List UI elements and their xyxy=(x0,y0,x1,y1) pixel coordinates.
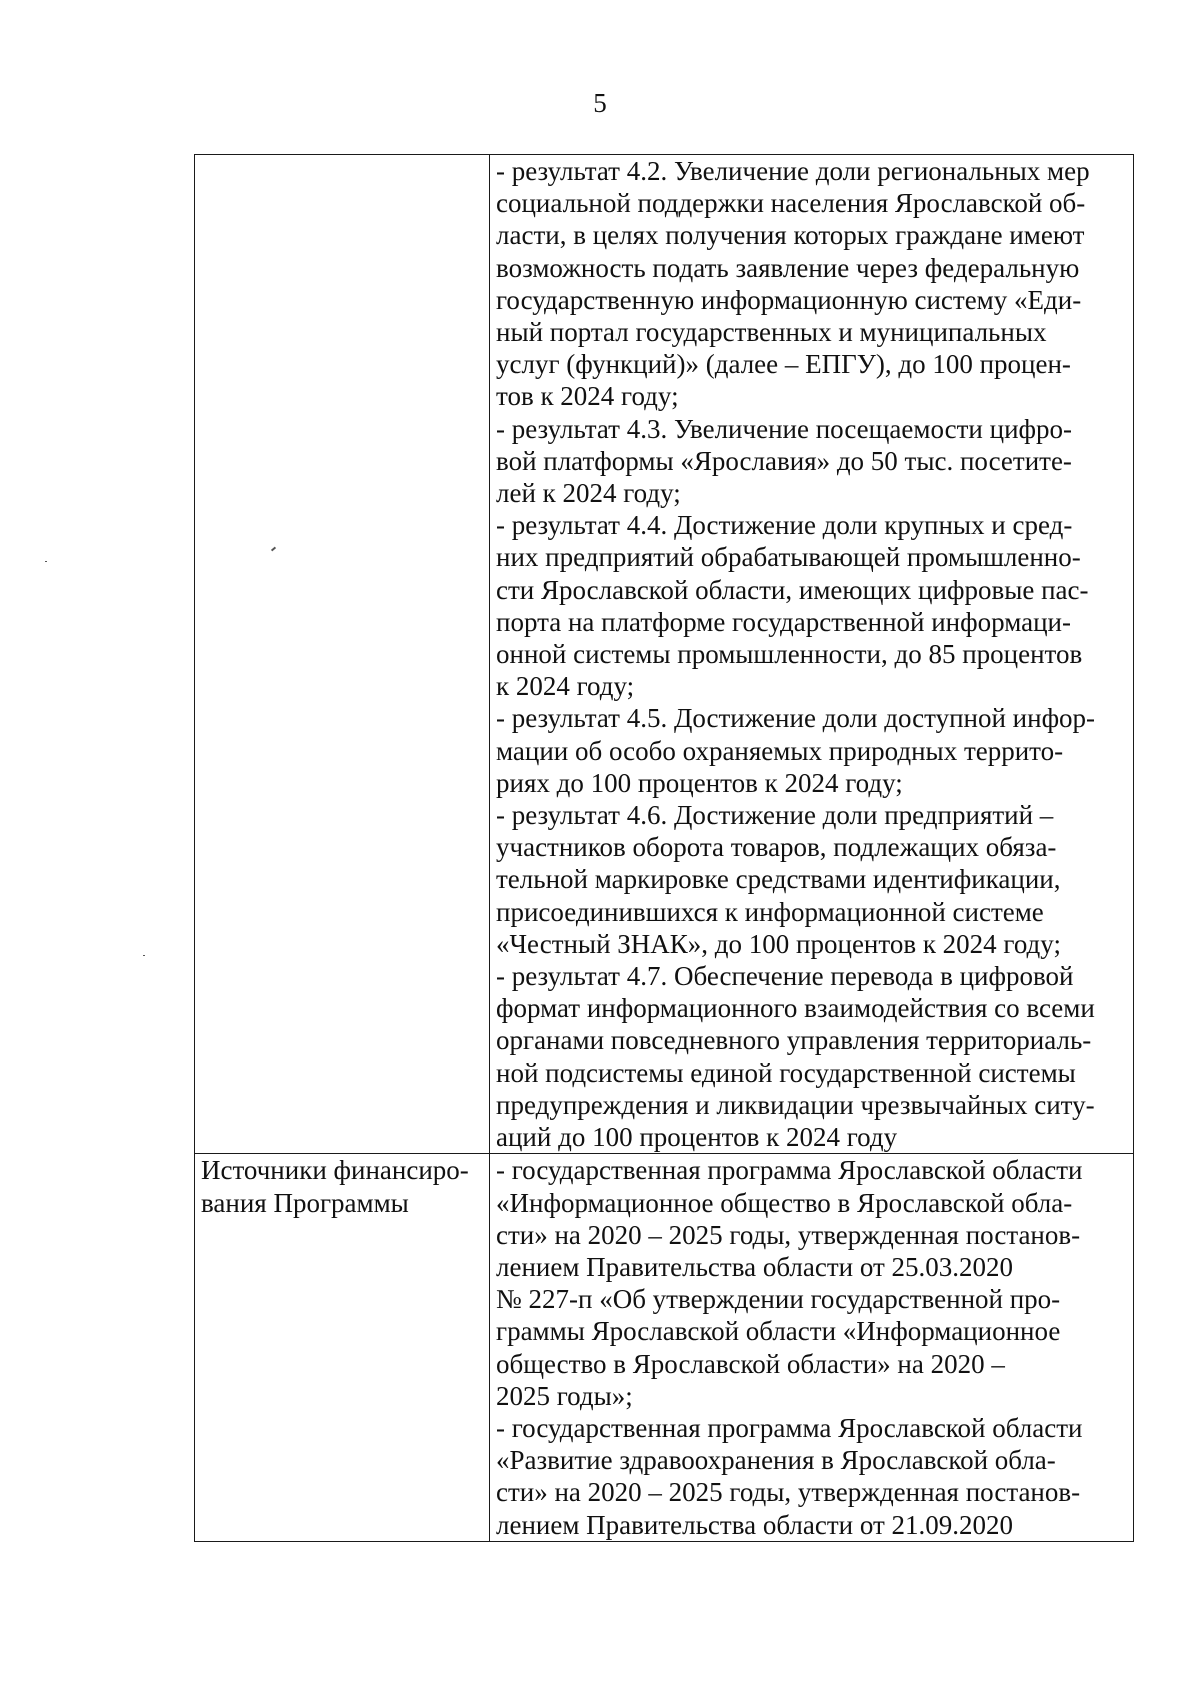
row-content-cell xyxy=(490,155,1134,1154)
row-content-line: сти» на 2020 – 2025 годы, утвержденная постанов- xyxy=(496,1219,1081,1250)
row-content-line: возможность подать заявление через федеральную xyxy=(496,252,1080,283)
row-label-cell xyxy=(195,1154,490,1541)
table-body xyxy=(195,155,1134,1542)
scan-speck xyxy=(45,561,47,562)
row-content-line: «Честный ЗНАК», до 100 процентов к 2024 году; xyxy=(496,928,1061,959)
row-content-line: - результат 4.6. Достижение доли предприятий – xyxy=(496,800,1054,831)
row-content-line: мации об особо охраняемых природных террито- xyxy=(496,735,1064,766)
table-row xyxy=(195,155,1134,1154)
program-passport-table xyxy=(194,154,1134,1542)
row-content-line: предупреждения и ликвидации чрезвычайных ситу- xyxy=(496,1089,1095,1120)
row-label-cell xyxy=(195,155,490,1154)
row-content-line: лением Правительства области от 25.03.2020 xyxy=(496,1251,1014,1282)
row-content-line: онной системы промышленности, до 85 процентов xyxy=(496,639,1083,670)
row-content-line: - государственная программа Ярославской области xyxy=(496,1155,1083,1186)
row-content-line: тельной маркировке средствами идентификации, xyxy=(496,864,1061,895)
row-content-line: - результат 4.5. Достижение доли доступной инфор- xyxy=(496,703,1096,734)
row-content-line: услуг (функций)» (далее – ЕПГУ), до 100 процен- xyxy=(496,349,1071,380)
row-content-line: - результат 4.4. Достижение доли крупных и сред- xyxy=(496,510,1073,541)
row-content-line: - результат 4.7. Обеспечение перевода в цифровой xyxy=(496,961,1074,992)
row-content-line: общество в Ярославской области» на 2020 – xyxy=(496,1348,1005,1379)
row-content-line: присоединившихся к информационной системе xyxy=(496,896,1044,927)
row-content-line: лей к 2024 году; xyxy=(496,478,681,509)
row-content-line: социальной поддержки населения Ярославской об- xyxy=(496,188,1086,219)
row-content-line: участников оборота товаров, подлежащих обяза- xyxy=(496,832,1057,863)
row-content-line: формат информационного взаимодействия со всеми xyxy=(496,993,1095,1024)
row-content-line: ный портал государственных и муниципальных xyxy=(496,317,1047,348)
row-content-line: ласти, в целях получения которых граждане имеют xyxy=(496,220,1085,251)
row-content-line: порта на платформе государственной информаци- xyxy=(496,606,1071,637)
row-content-line: ной подсистемы единой государственной системы xyxy=(496,1057,1076,1088)
row-content-line: - государственная программа Ярославской области xyxy=(496,1412,1083,1443)
row-content-line: тов к 2024 году; xyxy=(496,381,679,412)
row-content-line: риях до 100 процентов к 2024 году; xyxy=(496,767,903,798)
row-content-line: вой платформы «Ярославия» до 50 тыс. посетите- xyxy=(496,445,1072,476)
page-number: 5 xyxy=(593,88,607,118)
row-content-cell xyxy=(490,1154,1134,1541)
row-content-line: - результат 4.2. Увеличение доли региональных мер xyxy=(496,156,1090,186)
row-content-line: № 227-п «Об утверждении государственной про- xyxy=(496,1284,1061,1315)
row-content-line: граммы Ярославской области «Информационное xyxy=(496,1316,1061,1347)
row-content-line: аций до 100 процентов к 2024 году xyxy=(496,1122,898,1153)
row-content-line: лением Правительства области от 21.09.2020 xyxy=(496,1509,1014,1540)
scan-speck xyxy=(143,955,145,956)
row-content-line: к 2024 году; xyxy=(496,671,635,702)
row-content-line: сти» на 2020 – 2025 годы, утвержденная постанов- xyxy=(496,1477,1081,1508)
row-label-line: вания Программы xyxy=(201,1187,409,1218)
row-content-line: государственную информационную систему «Еди- xyxy=(496,284,1082,315)
row-content-line: - результат 4.3. Увеличение посещаемости цифро- xyxy=(496,413,1073,444)
row-content-line: «Информационное общество в Ярославской обла- xyxy=(496,1187,1073,1218)
row-content-line: органами повседневного управления территориаль- xyxy=(496,1025,1092,1056)
table-row xyxy=(195,1154,1134,1541)
row-label-line: Источники финансиро- xyxy=(201,1155,469,1186)
row-content-line: «Развитие здравоохранения в Ярославской обла- xyxy=(496,1445,1056,1476)
row-content-line: 2025 годы»; xyxy=(496,1380,633,1411)
row-content-line: них предприятий обрабатывающей промышленно- xyxy=(496,542,1081,573)
row-content-line: сти Ярославской области, имеющих цифровые пас- xyxy=(496,574,1089,605)
